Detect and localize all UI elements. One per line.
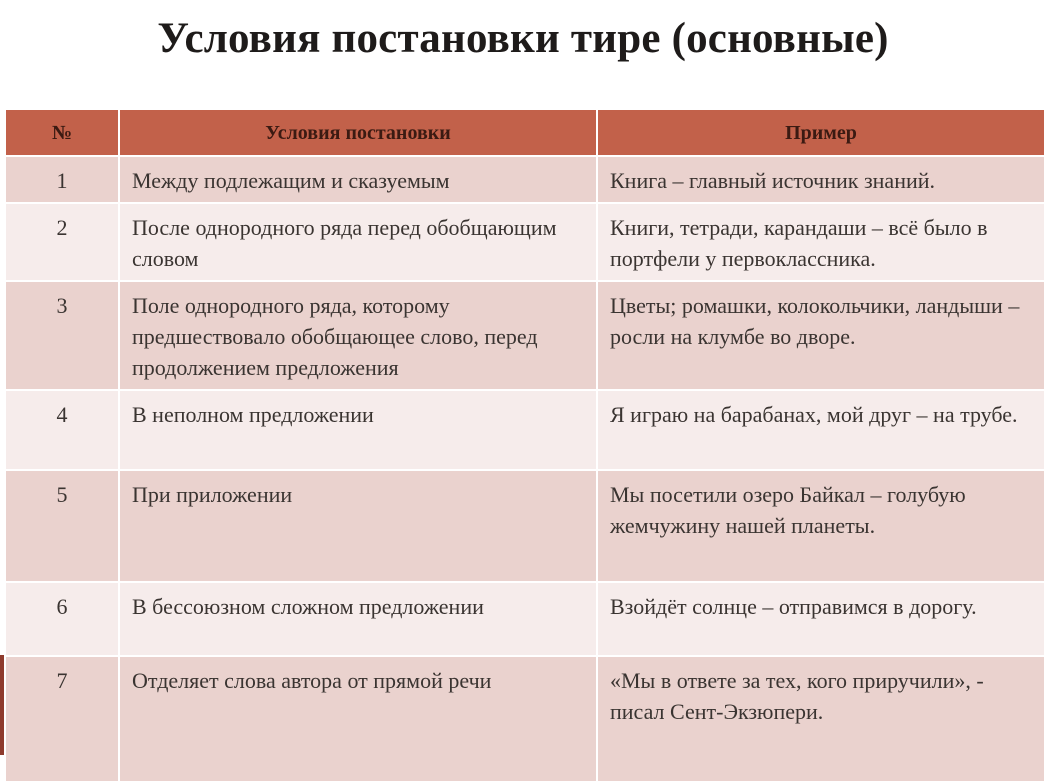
row-condition: Между подлежащим и сказуемым bbox=[119, 156, 597, 203]
table-row bbox=[5, 656, 1045, 782]
row-example: Книга – главный источник знаний. bbox=[597, 156, 1045, 203]
row-example: Цветы; ромашки, колокольчики, ландыши – росли на клумбе во дворе. bbox=[597, 281, 1045, 390]
table-row bbox=[5, 156, 1045, 203]
table-row bbox=[5, 390, 1045, 470]
row-example: Я играю на барабанах, мой друг – на трубе. bbox=[597, 390, 1045, 470]
table-header-row bbox=[5, 109, 1045, 156]
row-example: Мы посетили озеро Байкал – голубую жемчужину нашей планеты. bbox=[597, 470, 1045, 582]
row-number: 6 bbox=[5, 582, 119, 656]
header-number: № bbox=[5, 109, 119, 156]
row-example: Взойдёт солнце – отправимся в дорогу. bbox=[597, 582, 1045, 656]
row-example: «Мы в ответе за тех, кого приручили», - писал Сент-Экзюпери. bbox=[597, 656, 1045, 782]
row-number: 2 bbox=[5, 203, 119, 281]
table-row bbox=[5, 470, 1045, 582]
row-condition: Поле однородного ряда, которому предшествовало обобщающее слово, перед продолжением предложения bbox=[119, 281, 597, 390]
table-row bbox=[5, 203, 1045, 281]
page-title: Условия постановки тире (основные) bbox=[157, 15, 889, 62]
table-row bbox=[5, 281, 1045, 390]
row-condition: В неполном предложении bbox=[119, 390, 597, 470]
row-number: 5 bbox=[5, 470, 119, 582]
row-condition: В бессоюзном сложном предложении bbox=[119, 582, 597, 656]
row-number: 4 bbox=[5, 390, 119, 470]
row-condition: После однородного ряда перед обобщающим словом bbox=[119, 203, 597, 281]
row-number: 1 bbox=[5, 156, 119, 203]
header-condition: Условия постановки bbox=[119, 109, 597, 156]
row-condition: Отделяет слова автора от прямой речи bbox=[119, 656, 597, 782]
table-row bbox=[5, 582, 1045, 656]
row-number: 3 bbox=[5, 281, 119, 390]
row-condition: При приложении bbox=[119, 470, 597, 582]
row-number: 7 bbox=[5, 656, 119, 782]
row-example: Книги, тетради, карандаши – всё было в портфели у первоклассника. bbox=[597, 203, 1045, 281]
header-example: Пример bbox=[597, 109, 1045, 156]
conditions-table bbox=[4, 108, 1046, 783]
